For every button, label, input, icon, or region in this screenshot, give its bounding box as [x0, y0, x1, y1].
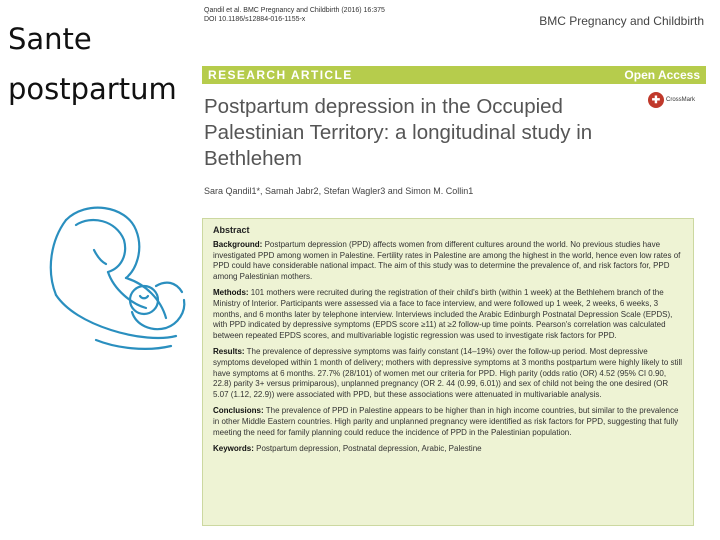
citation-line-2: DOI 10.1186/s12884-016-1155-x [204, 16, 306, 23]
slide-title: Sante postpartum [8, 22, 177, 106]
citation-line-1: Qandil et al. BMC Pregnancy and Childbirth (2016) 16:375 [204, 7, 385, 14]
citation [204, 6, 385, 24]
journal-name: BMC Pregnancy and Childbirth [539, 14, 704, 28]
crossmark-label: CrossMark [666, 97, 696, 103]
crossmark-icon: ✚ [648, 92, 664, 108]
mother-breastfeeding-illustration [36, 200, 206, 360]
crossmark-badge[interactable] [648, 92, 695, 108]
open-access-label: Open Access [624, 68, 700, 82]
abstract-keywords: Keywords: Postpartum depression, Postnatal depression, Arabic, Palestine [213, 444, 482, 454]
abstract-methods: Methods: 101 mothers were recruited during the registration of their child's birth (within 1 week) at the Bethlehem branch of the Ministry of Interior. Participants were assessed via a face to face interview, and were followed up 1 week, 2 weeks, 6 weeks, 3 months, and 6 months later by telephone interview. Interviews included the Arabic Edinburgh Postnatal Depression Scale (EPDS), with PPD indicated by depressive symptoms (EPDS score ≥11) at ≥2 follow-up time points. Pearson's correlation was calculated between repeated EPDS scores, and multivariable logistic regression was used to investigate risk factors for PPD. [213, 288, 673, 340]
abstract-conclusions: Conclusions: The prevalence of PPD in Palestine appears to be higher than in high income countries, but similar to the prevalence in other Middle Eastern countries. High parity and unplanned pregnancy were identified as risk factors for PPD, suggesting that fully meeting the need for family planning could reduce the incidence of PPD in the Palestinian population. [213, 406, 679, 437]
abstract-heading: Abstract [213, 225, 250, 235]
abstract-background: Background: Postpartum depression (PPD) affects women from different cultures around the world. No previous studies have investigated PPD among women in Palestine. Fertility rates in Palestine are among the highest in the world, hence even low rates of PPD could have considerable national impact. The aim of this study was to determine the prevalence of, and risk factors for, PPD among Palestinian mothers. [213, 240, 681, 281]
paper-title: Postpartum depression in the Occupied Palestinian Territory: a longitudinal study in Bethlehem [204, 95, 593, 170]
article-type: RESEARCH ARTICLE [208, 68, 353, 82]
article-page [196, 0, 710, 540]
abstract-box [202, 218, 694, 526]
abstract-results: Results: The prevalence of depressive symptoms was fairly constant (14–19%) over the follow-up period. Most depressive symptoms developed within 1 month of delivery; mothers with depressive symptoms at 3 months postpartum were highly likely to still have symptoms at 6 months. 27.7% (28/101) of women met our criteria for PPD. High parity (odds ratio (OR) 4.52 (95% CI 0.90, 22.8) parity 3+ versus primiparous), unplanned pregnancy (OR 2. 44 (0.99, 6.01)) and sex of child not being the one desired (OR 5.07 (1.12, 22.9)) were associated with PPD, but these associations were attenuated in multivariable analysis. [213, 347, 683, 399]
article-type-banner [202, 66, 706, 84]
authors: Sara Qandil1*, Samah Jabr2, Stefan Wagler3 and Simon M. Collin1 [204, 186, 474, 196]
